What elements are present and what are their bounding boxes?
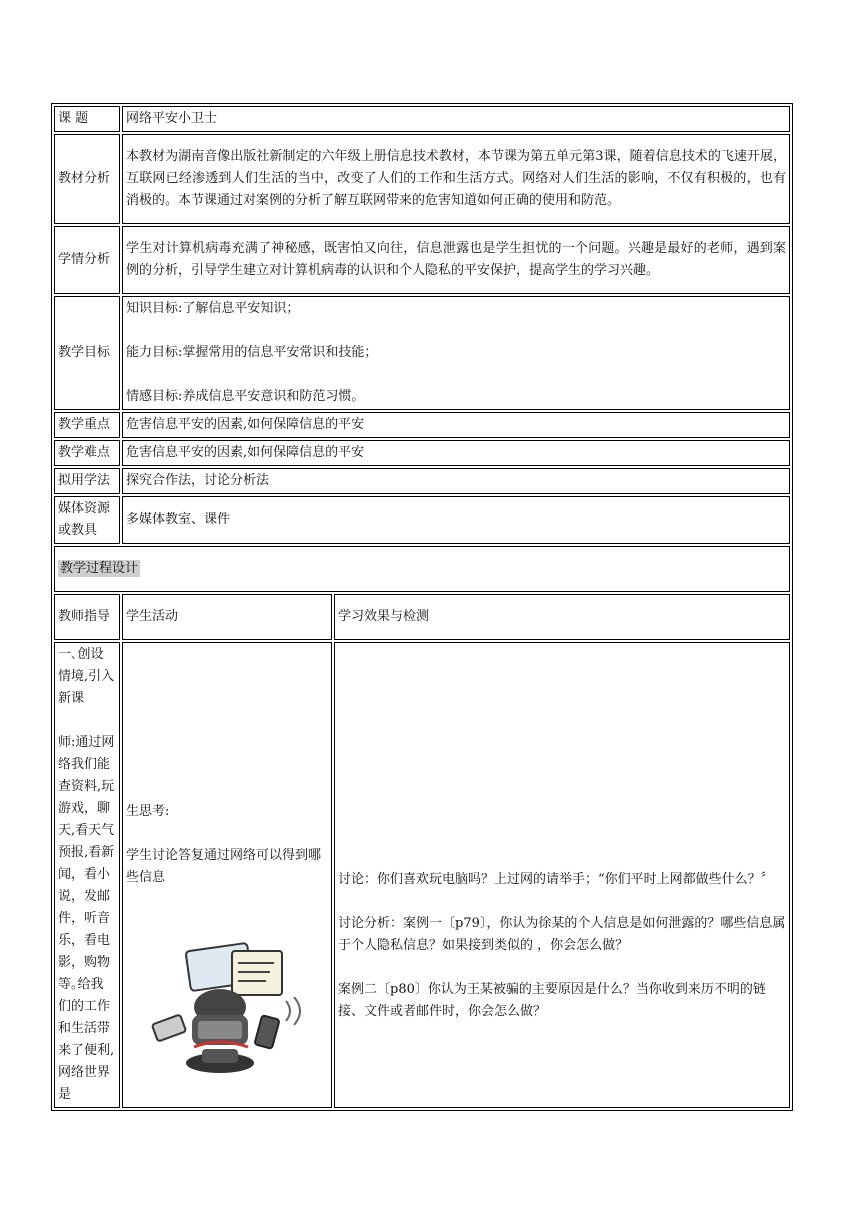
student-discuss: 学生讨论答复通过网络可以得到哪些信息 xyxy=(126,848,322,885)
material-analysis-text: 本教材为湖南音像出版社新制定的六年级上册信息技术教材，本节课为第五单元第3课，随着信息技术的飞速开展，互联网已经渗透到人们生活的当中，改变了人们的工作和生活方式。网络对人们生活的影响，不仅有积极的，也有消极的。本节课通过对案例的分析了解互联网带来的危害知道如何正确的使用和防范。 xyxy=(122,134,790,224)
discussion-3: 案例二〔p80〕你认为王某被骗的主要原因是什么？当你收到来历不明的链接、文件或者邮件时，你会怎么做？ xyxy=(338,982,766,1019)
header-student-activity: 学生活动 xyxy=(122,594,332,640)
key-point-label: 教学重点 xyxy=(54,412,120,438)
teaching-goals-list xyxy=(122,296,790,410)
internet-fraud-illustration xyxy=(136,941,316,1081)
row-difficult-point xyxy=(54,440,790,466)
teacher-guide-cell xyxy=(54,642,120,1108)
material-analysis-label: 教材分析 xyxy=(54,134,120,224)
process-title-cell xyxy=(54,546,790,592)
key-point-text: 危害信息平安的因素,如何保障信息的平安 xyxy=(122,412,790,438)
learning-method-label: 拟用学法 xyxy=(54,468,120,494)
goal-knowledge: 知识目标:了解信息平安知识； xyxy=(126,301,300,316)
row-teaching-goals xyxy=(54,296,790,410)
teacher-section-heading: 一､创设情境,引入新课 xyxy=(58,647,115,706)
header-learning-effect: 学习效果与检测 xyxy=(334,594,790,640)
teacher-section-text: 师:通过网络我们能查资料,玩游戏，聊天,看天气预报,看新闻，看小说，发邮件，听音乐，看电影，购物等｡给我们的工作和生活带来了便利,网络世界是 xyxy=(58,735,115,1102)
student-analysis-text: 学生对计算机病毒充满了神秘感，既害怕又向往，信息泄露也是学生担忧的一个问题。兴趣是最好的老师，遇到案例的分析，引导学生建立对计算机病毒的认识和个人隐私的平安保护，提高学生的学习兴趣。 xyxy=(122,226,790,294)
row-process-content xyxy=(54,642,790,1108)
lesson-plan-table xyxy=(51,103,793,1111)
row-material-analysis xyxy=(54,134,790,224)
learning-effect-cell xyxy=(334,642,790,1108)
goal-emotion: 情感目标:养成信息平安意识和防范习惯。 xyxy=(126,389,365,404)
topic-label: 课 题 xyxy=(54,106,120,132)
process-title: 教学过程设计 xyxy=(60,561,139,576)
header-teacher-guide: 教师指导 xyxy=(54,594,120,640)
discussion-1: 讨论：你们喜欢玩电脑吗？上过网的请举手；“你们平时上网都做些什么？〞 xyxy=(338,872,774,887)
row-key-point xyxy=(54,412,790,438)
row-learning-method xyxy=(54,468,790,494)
difficult-point-text: 危害信息平安的因素,如何保障信息的平安 xyxy=(122,440,790,466)
discussion-2: 讨论分析：案例一〔p79〕，你认为徐某的个人信息是如何泄露的？哪些信息属于个人隐私信息？如果接到类似的 ，你会怎么做？ xyxy=(338,916,786,953)
difficult-point-label: 教学难点 xyxy=(54,440,120,466)
teaching-goals-label: 教学目标 xyxy=(54,296,120,410)
row-process-title xyxy=(54,546,790,592)
media-resources-label: 媒体资源或教具 xyxy=(54,496,120,544)
row-media-resources xyxy=(54,496,790,544)
goal-ability: 能力目标:掌握常用的信息平安常识和技能； xyxy=(126,345,378,360)
student-activity-cell xyxy=(122,642,332,1108)
media-resources-text: 多媒体教室、课件 xyxy=(122,496,790,544)
topic-value: 网络平安小卫士 xyxy=(122,106,790,132)
learning-method-text: 探究合作法，讨论分析法 xyxy=(122,468,790,494)
row-student-analysis xyxy=(54,226,790,294)
student-analysis-label: 学情分析 xyxy=(54,226,120,294)
student-think: 生思考: xyxy=(126,804,170,819)
row-topic xyxy=(54,106,790,132)
row-process-headers xyxy=(54,594,790,640)
lesson-plan-page xyxy=(51,103,793,1111)
